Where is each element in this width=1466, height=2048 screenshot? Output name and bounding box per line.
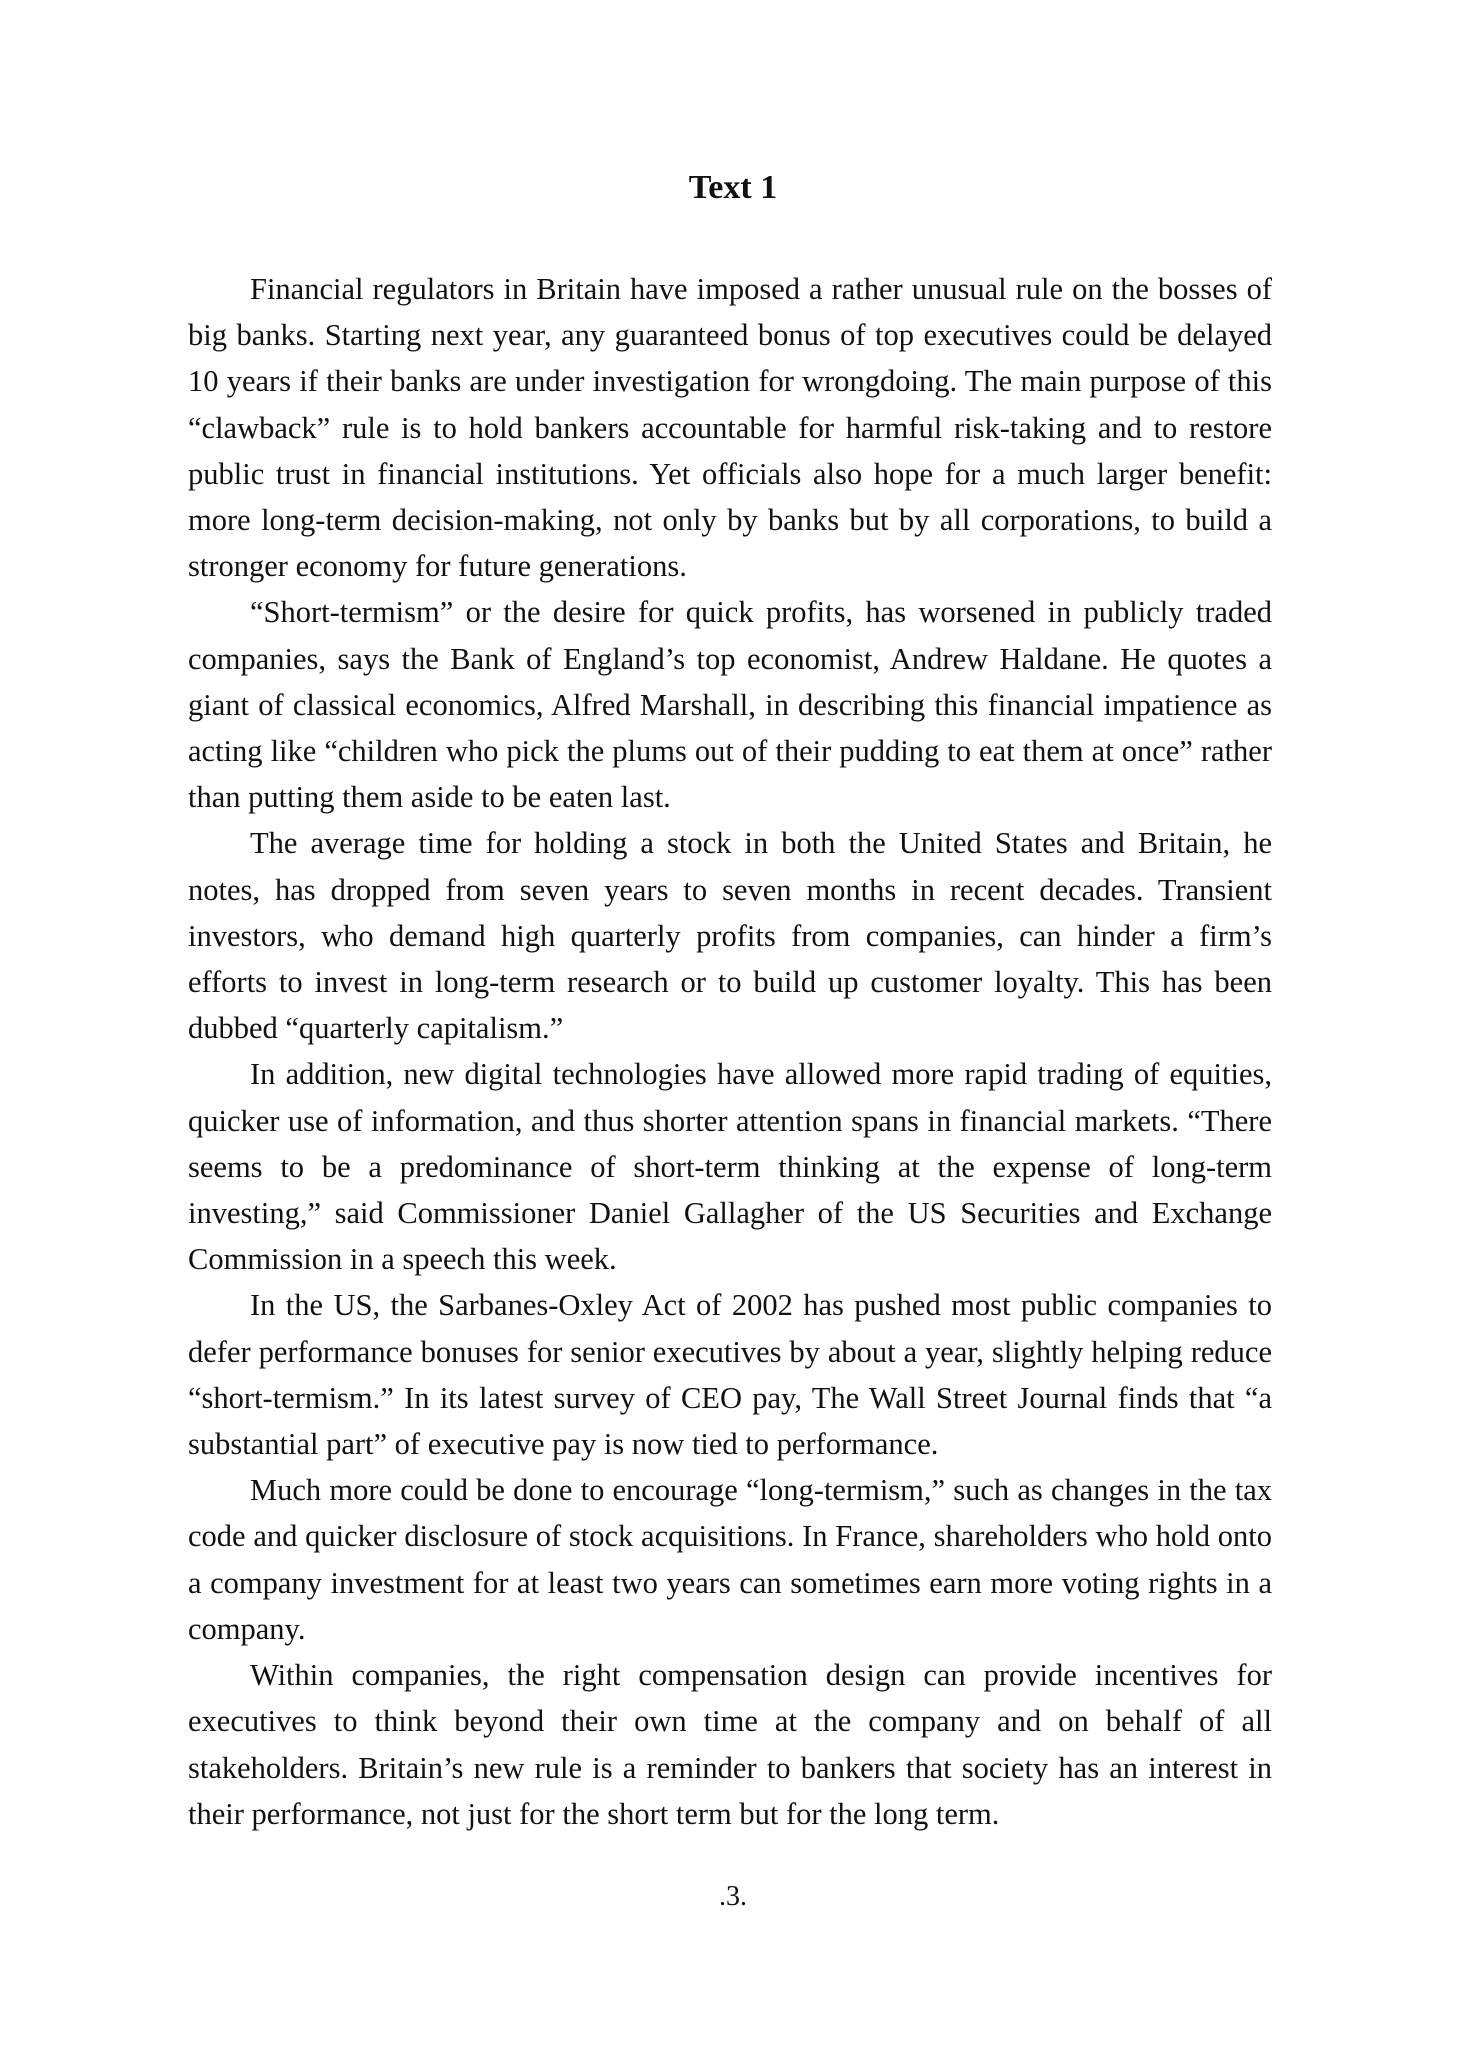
page-number: .3.: [719, 1881, 747, 1912]
paragraph-3: The average time for holding a stock in both the United States and Britain, he notes, has dropped from seven years to seven months in recent decades. Transient investors, who demand high quarterly profits from companies, can hinder a firm’s efforts to invest in long-term research or to build up customer loyalty. This has been dubbed “quarterly capitalism.”: [188, 826, 1272, 1046]
paragraph-2: “Short-termism” or the desire for quick profits, has worsened in publicly traded companies, says the Bank of England’s top economist, Andrew Haldane. He quotes a giant of classical economics, Alfred Marshall, in describing this financial impatience as acting like “children who pick the plums out of their pudding to eat them at once” rather than putting them aside to be eaten last.: [188, 595, 1272, 815]
article-body: [188, 266, 1272, 1837]
paragraph-7: Within companies, the right compensation design can provide incentives for executives to think beyond their own time at the company and on behalf of all stakeholders. Britain’s new rule is a reminder to bankers that society has an interest in their performance, not just for the short term but for the long term.: [188, 1658, 1272, 1831]
paragraph-4: In addition, new digital technologies have allowed more rapid trading of equities, quicker use of information, and thus shorter attention spans in financial markets. “There seems to be a predominance of short-term thinking at the expense of long-term investing,” said Commissioner Daniel Gallagher of the US Securities and Exchange Commission in a speech this week.: [188, 1057, 1272, 1277]
page-title: Text 1: [688, 169, 778, 206]
paragraph-1: Financial regulators in Britain have imposed a rather unusual rule on the bosses of big banks. Starting next year, any guaranteed bonus of top executives could be delayed 10 years if their banks are under investigation for wrongdoing. The main purpose of this “clawback” rule is to hold bankers accountable for harmful risk-taking and to restore public trust in financial institutions. Yet officials also hope for a much larger benefit: more long-term decision-making, not only by banks but by all corporations, to build a stronger economy for future generations.: [188, 272, 1272, 584]
paragraph-5: In the US, the Sarbanes-Oxley Act of 2002 has pushed most public companies to defer performance bonuses for senior executives by about a year, slightly helping reduce “short-termism.” In its latest survey of CEO pay, The Wall Street Journal finds that “a substantial part” of executive pay is now tied to performance.: [188, 1288, 1272, 1462]
paragraph-6: Much more could be done to encourage “long-termism,” such as changes in the tax code and quicker disclosure of stock acquisitions. In France, shareholders who hold onto a company investment for at least two years can sometimes earn more voting rights in a company.: [188, 1473, 1272, 1646]
